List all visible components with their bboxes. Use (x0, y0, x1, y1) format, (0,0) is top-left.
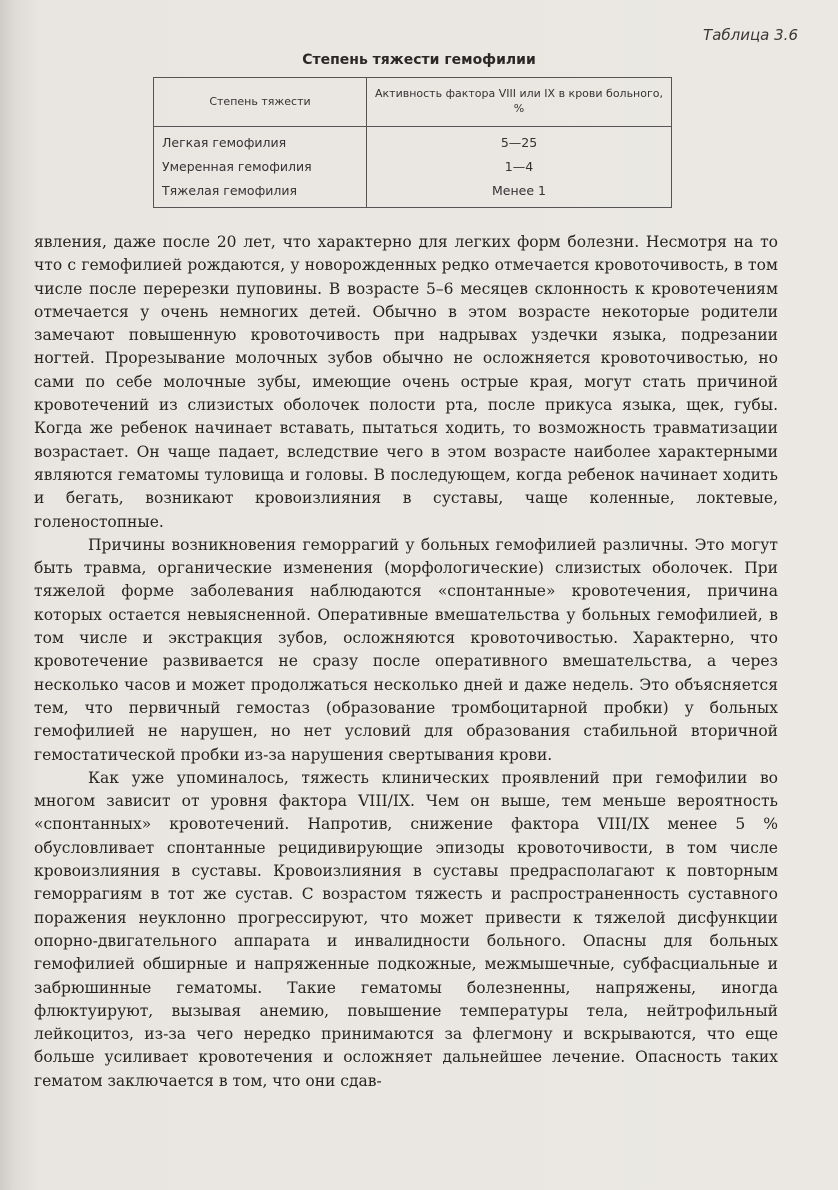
table-cell-severity: Тяжелая гемофилия (154, 179, 367, 208)
table-cell-activity: 5—25 (500, 135, 538, 150)
table-cell-activity: 1—4 (504, 159, 534, 174)
table-cell-severity: Легкая гемофилия (154, 127, 367, 156)
table-header-row (154, 78, 672, 127)
body-text (34, 231, 778, 1093)
paragraph: явления, даже после 20 лет, что характерно для легких форм болезни. Несмотря на то что с гемофилией рождаются, у новорожденных редко отмечается кровоточивость, в том числе после перерезки пуповины. В возрасте 5–6 месяцев склонность к кровотечениям отмечается у очень немногих детей. Обычно в этом возрасте некоторые родители замечают повышенную кровоточивость при надрывах уздечки языка, подрезании ногтей. Прорезывание молочных зубов обычно не осложняется кровоточивостью, но сами по себе молочные зубы, имеющие очень острые края, могут стать причиной кровотечений из слизистых оболочек полости рта, после прикуса языка, щек, губы. Когда же ребенок начинает вставать, пытаться ходить, то возможность травматизации возрастает. Он чаще падает, вследствие чего в этом возрасте наиболее характерными являются гематомы туловища и головы. В последующем, когда ребенок начинает ходить и бегать, возникают кровоизлияния в суставы, чаще коленные, локтевые, голеностопные. (34, 233, 778, 531)
table-cell-activity: Менее 1 (492, 183, 546, 198)
table-row (154, 179, 672, 208)
table-cell-severity: Умеренная гемофилия (154, 155, 367, 179)
paragraph: Причины возникновения геморрагий у больных гемофилией различны. Это могут быть травма, органические изменения (морфологические) слизистых оболочек. При тяжелой форме заболевания наблюдаются «спонтанные» кровотечения, причина которых остается невыясненной. Оперативные вмешательства у больных гемофилией, в том числе и экстракция зубов, осложняются кровоточивостью. Характерно, что кровотечение развивается не сразу после оперативного вмешательства, а через несколько часов и может продолжаться несколько дней и даже недель. Это объясняется тем, что первичный гемостаз (образование тромбоцитарной пробки) у больных гемофилией не нарушен, но нет условий для образования стабильной вторичной гемостатической пробки из-за нарушения свертывания крови. (34, 535, 778, 764)
table-title: Степень тяжести гемофилии (302, 52, 536, 68)
table-row (154, 127, 672, 156)
paragraph: Как уже упоминалось, тяжесть клинических проявлений при гемофилии во многом зависит от уровня фактора VIII/IX. Чем он выше, тем меньше вероятность «спонтанных» кровотечений. Напротив, снижение фактора VIII/IX менее 5 % обусловливает спонтанные рецидивирующие эпизоды кровоточивости, в том числе кровоизлияния в суставы. Кровоизлияния в суставы предрасполагают к повторным геморрагиям в тот же сустав. С возрастом тяжесть и распространенность суставного поражения неуклонно прогрессируют, что может привести к тяжелой дисфункции опорно-двигательного аппарата и инвалидности больного. Опасны для больных гемофилией обширные и напряженные подкожные, межмышечные, субфасциальные и забрюшинные гематомы. Такие гематомы болезненны, напряжены, иногда флюктуируют, вызывая анемию, повышение температуры тела, нейтрофильный лейкоцитоз, из-за чего нередко принимаются за флегмону и вскрываются, что еще больше усиливает кровотечения и осложняет дальнейшее лечение. Опасность таких гематом заключается в том, что они сдав- (34, 768, 778, 1090)
table-caption: Таблица 3.6 (703, 26, 798, 44)
column-header-severity: Степень тяжести (154, 78, 367, 127)
column-header-factor-activity: Активность фактора VIII или IX в крови больного, % (367, 78, 672, 127)
severity-table (153, 77, 672, 208)
table-row (154, 155, 672, 179)
